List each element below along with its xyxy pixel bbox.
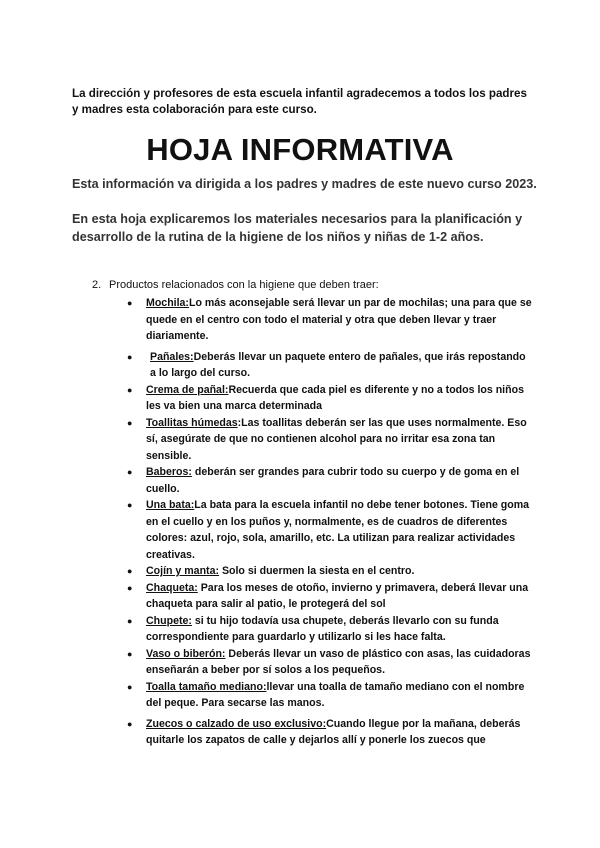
list-item — [127, 295, 532, 345]
list-item — [127, 580, 532, 613]
list-item — [127, 716, 532, 749]
item-label: Chupete: — [146, 614, 192, 627]
bullet-icon: ● — [127, 615, 133, 626]
item-label: Zuecos o calzado de uso exclusivo: — [146, 717, 327, 730]
section-number: 2. — [92, 279, 102, 291]
item-text: Lo más aconsejable será llevar un par de mochilas; una para que se quede en el centro con todo el material y otra que deben llevar y traer diariamente. — [146, 297, 532, 342]
list-item — [127, 497, 532, 563]
bullet-icon: ● — [127, 718, 133, 729]
list-item — [127, 415, 532, 465]
item-label: Mochila: — [146, 297, 189, 309]
bullet-icon: ● — [127, 500, 133, 510]
bullet-icon: ● — [127, 351, 133, 362]
subtitle: Esta información va dirigida a los padres y madres de este nuevo curso 2023. — [72, 177, 537, 191]
section-title: Productos relacionados con la higiene que deben traer: — [109, 279, 379, 291]
list-item — [127, 679, 532, 712]
list-item — [127, 349, 532, 382]
item-label: Crema de pañal: — [146, 383, 229, 396]
page-title: HOJA INFORMATIVA — [146, 132, 454, 167]
bullet-icon: ● — [127, 417, 133, 428]
list-item — [127, 613, 532, 646]
item-text: Cuando llegue por la mañana, deberás quitarle los zapatos de calle y dejarlos allí y ponerle los zuecos que — [146, 717, 521, 746]
item-text: Para los meses de otoño, invierno y primavera, deberá llevar una chaqueta para salir al patio, le protegerá del sol — [146, 581, 529, 610]
item-label: Chaqueta: — [146, 581, 198, 594]
item-text: Deberás llevar un paquete entero de pañales, que irás repostando a lo largo del curso. — [150, 350, 526, 379]
bullet-icon: ● — [127, 681, 133, 692]
section-heading — [92, 278, 532, 293]
item-label: Una bata: — [146, 499, 195, 511]
description-paragraph: En esta hoja explicaremos los materiales necesarios para la planificación y desarrollo de la rutina de la higiene de los niños y niñas de 1-2 años. — [72, 212, 523, 244]
list-item — [127, 382, 532, 415]
item-label: Toalla tamaño mediano: — [146, 680, 267, 693]
item-text: :Las toallitas deberán ser las que uses normalmente. Eso sí, asegúrate de que no contienen alcohol para no irritar esa zona tan sensible. — [146, 416, 527, 462]
item-text: llevar una toalla de tamaño mediano con el nombre del peque. Para secarse las manos. — [146, 680, 525, 709]
item-text: Deberás llevar un vaso de plástico con asas, las cuidadoras enseñarán a beber por sí solos a los pequeños. — [146, 647, 531, 676]
item-label: Vaso o biberón: — [146, 647, 226, 660]
list-item — [127, 464, 532, 497]
item-label: Cojín y manta: — [146, 565, 219, 577]
bullet-icon: ● — [127, 467, 133, 477]
bullet-icon: ● — [127, 648, 133, 659]
hygiene-items-list — [127, 295, 532, 749]
item-label: Baberos: — [146, 466, 192, 478]
item-text: La bata para la escuela infantil no debe tener botones. Tiene goma en el cuello y en los puños y, normalmente, es de cuadros de diferentes colores: azul, rojo, sola, amarillo, etc. La utilizan para realizar actividades creativas. — [146, 499, 530, 561]
bullet-icon: ● — [127, 298, 133, 308]
item-text: si tu hijo todavía usa chupete, deberás llevarlo con su funda correspondiente para guardarlo y utilizarlo si les hace falta. — [146, 614, 499, 643]
item-label: Pañales: — [150, 350, 194, 363]
item-label: Toallitas húmedas — [146, 416, 238, 429]
item-text: Solo si duermen la siesta en el centro. — [219, 565, 415, 577]
bullet-icon: ● — [127, 582, 133, 593]
bullet-icon: ● — [127, 566, 133, 576]
bullet-icon: ● — [127, 384, 133, 395]
item-text: deberán ser grandes para cubrir todo su cuerpo y de goma en el cuello. — [146, 466, 520, 495]
list-item — [127, 563, 532, 580]
item-text: Recuerda que cada piel es diferente y no a todos los niños les va bien una marca determinada — [146, 383, 524, 412]
intro-text: La dirección y profesores de esta escuela infantil agradecemos a todos los padres y madres esta colaboración para este curso. — [72, 87, 527, 116]
list-item — [127, 646, 532, 679]
